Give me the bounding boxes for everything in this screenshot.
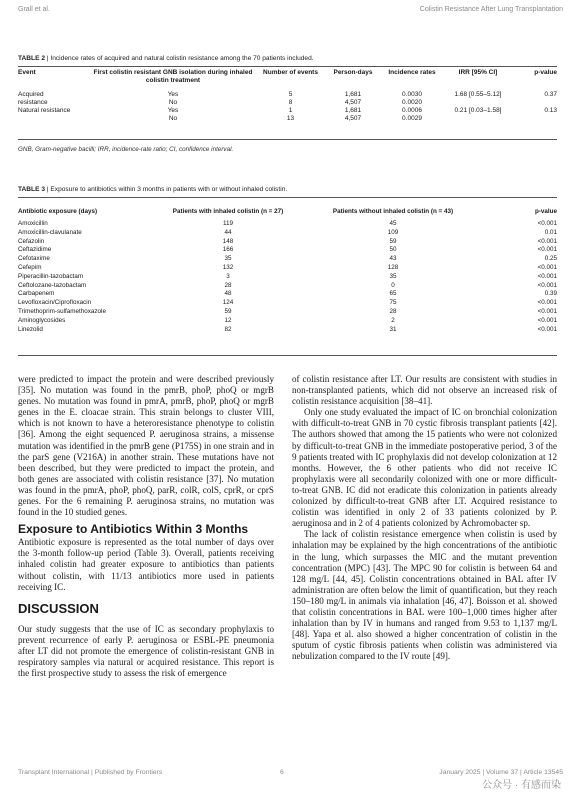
t3-cell: 0.39: [544, 290, 557, 298]
table2-caption-text: | Incidence rates of acquired and natural colistin resistance among the 70 patients included.: [46, 55, 314, 62]
t3-cell: <0.001: [537, 246, 557, 254]
t2-col-incidence: Incidence rates: [388, 69, 436, 76]
exposure-paragraph: Antibiotic exposure is represented as the total number of days over the 3-month follow-up period (Table 3). Overall, patients receiving inhaled colistin had greater exposure to antibiotics than patients without colistin, with 11/13 antibiotics more used in patients receiving IC.: [18, 537, 274, 592]
t3-cell: 75: [389, 299, 397, 307]
t2-cell: 0.21 [0.03–1.58]: [454, 107, 502, 114]
t3-cell: 82: [224, 325, 232, 333]
t3-row: [18, 229, 557, 238]
t3-cell: 35: [224, 255, 232, 263]
t2-cell: 0.0020: [402, 99, 422, 106]
t3-col-antibiotic: Antibiotic exposure (days): [18, 208, 98, 215]
table3-caption: [18, 186, 287, 193]
table3-caption-label: TABLE 3: [18, 186, 45, 193]
results-paragraph: were predicted to impact the protein and were described previously [35]. No mutation was found in the pmrB, phoP, phoQ or mgrB genes. No mutation was found in pmrA, pmrB, phoP, phoQ or mgrB genes in the E. cloacae strain. This strain belongs to cluster VIII, which is not known to have a heteroresistance phenotype to colistin [36]. Among the eight sequenced P. aeruginosa strains, a missense mutation was identified in the pmrB gene (P175S) in one strain and in the parS gene (V216A) in another strain. These mutations have not been described, but they were predicted to impact the protein, and both genes are associated with colistin resistance [37]. No mutation was found in the pmrA, phoP, phoQ, parR, colR, colS, cprR, or cprS genes. For the 6 remaining P. aeruginosa strains, no mutation was found in the 10 studied genes.: [18, 374, 274, 518]
t3-cell: Ceftolozane-tazobactam: [18, 281, 87, 289]
t3-row: [18, 290, 557, 299]
t3-cell: <0.001: [537, 299, 557, 307]
t3-col-pvalue: p-value: [534, 208, 557, 215]
t3-cell: 0: [391, 281, 395, 289]
t2-col-events: Number of events: [263, 69, 318, 76]
t3-cell: 48: [224, 290, 232, 298]
t3-row: [18, 282, 557, 291]
t2-cell: Natural resistance: [18, 107, 71, 114]
t3-cell: 166: [222, 246, 234, 254]
t2-col-event: Event: [18, 69, 36, 76]
t2-cell: [441, 115, 515, 123]
right-column: [292, 374, 557, 662]
t2-row: [18, 91, 557, 99]
t3-cell: 0.25: [544, 255, 557, 263]
t3-cell: <0.001: [537, 281, 557, 289]
t2-cell: 0.13: [544, 107, 557, 114]
t3-cell: Amoxicillin: [18, 220, 48, 227]
t2-cell: 0.37: [544, 91, 557, 98]
t3-cell: Cefazolin: [18, 237, 45, 245]
t2-col-person-days: Person-days: [333, 69, 373, 76]
t3-cell: 44: [224, 228, 232, 236]
t2-col-first-isolation: First colistin resistant GNB isolation during inhaled colistin treatment: [93, 69, 253, 84]
footer-issue: January 2025 | Volume 37 | Article 13545: [439, 769, 563, 776]
left-column: [18, 374, 274, 679]
t3-row: [18, 317, 557, 326]
t3-cell: Trimethoprim-sulfamethoxazole: [18, 307, 106, 315]
t2-cell: Yes: [167, 107, 179, 114]
t3-cell: 28: [389, 307, 397, 315]
t3-cell: 12: [224, 316, 232, 324]
t3-cell: 2: [391, 316, 395, 324]
t2-cell: 0.0030: [402, 91, 422, 98]
t3-cell: 132: [222, 263, 234, 271]
t2-cell: 4,507: [344, 115, 362, 122]
t3-cell: 128: [387, 263, 399, 271]
t2-cell: [441, 99, 515, 107]
t3-cell: 109: [387, 228, 399, 236]
t3-cell: Cefepim: [18, 263, 42, 271]
t3-cell: Carbapenem: [18, 290, 55, 298]
table2: [18, 69, 557, 123]
table2-caption: [18, 55, 314, 62]
t3-cell: 0.01: [544, 228, 557, 236]
t3-cell: <0.001: [537, 316, 557, 324]
t3-cell: 35: [389, 272, 397, 280]
t3-cell: Piperacillin-tazobactam: [18, 272, 84, 280]
t2-cell: [515, 115, 557, 123]
running-header: [18, 6, 563, 20]
t3-cell: <0.001: [537, 263, 557, 271]
t3-row: [18, 273, 557, 282]
table3-caption-text: | Exposure to antibiotics within 3 months in patients with or without inhaled colistin.: [46, 186, 288, 193]
t3-cell: 124: [222, 299, 234, 307]
t3-cell: 50: [389, 246, 397, 254]
t2-row: [18, 99, 557, 107]
section-heading-discussion: DISCUSSION: [18, 600, 99, 616]
t2-cell: No: [168, 99, 178, 106]
t3-cell: 43: [389, 255, 397, 263]
t2-cell: 1,681: [344, 91, 362, 98]
t3-cell: 119: [222, 220, 234, 227]
t3-col-without-ic: Patients without inhaled colistin (n = 43): [332, 208, 454, 215]
t3-cell: Amoxicillin-clavulanate: [18, 228, 82, 236]
t3-cell: Ceftazidime: [18, 246, 52, 254]
t2-cell: 5: [288, 91, 293, 98]
t3-cell: 3: [226, 272, 230, 280]
t3-row: [18, 299, 557, 308]
footer-page-number: 6: [280, 769, 284, 776]
t3-row: [18, 326, 557, 335]
concentration-paragraph: The lack of colistin resistance emergence when colistin is used by inhalation may be explained by the high concentrations of the antibiotic in the lung, which surpasses the MIC and the mutant prevention concentration (MPC) [43]. The MPC 90 for colistin is between 64 and 128 mg/L [44, 45]. Colistin concentrations obtained in BAL after IV administration are often below the limit of quantification, but they reach 150–180 mg/L in animals via inhalation [46, 47]. Boisson et al. showed that colistin concentrations in BAL were 100–1,000 times higher after inhalation than by IV in humans and ranged from 9.53 to 1,137 mg/L [48]. Yapa et al. also showed a higher concentration of colistin in the sputum of cystic fibrosis patients when colistin was administered via nebulization compared to the IV route [49].: [292, 529, 557, 662]
t2-cell: 13: [286, 115, 295, 122]
table3: [18, 204, 557, 334]
t2-cell: [515, 99, 557, 107]
t2-cell: [18, 115, 88, 123]
t3-row: [18, 264, 557, 273]
t2-cell: 1,681: [344, 107, 362, 114]
t3-col-with-ic: Patients with inhaled colistin (n = 27): [172, 208, 284, 215]
table3-top-rule: [18, 197, 557, 198]
t3-cell: <0.001: [537, 307, 557, 315]
table3-bottom-rule: [18, 355, 557, 356]
t2-cell: 1.68 [0.55–5.12]: [454, 91, 502, 98]
t2-cell: 1: [288, 107, 293, 114]
t2-cell: No: [168, 115, 178, 122]
t2-cell: 4,507: [344, 99, 362, 106]
t3-cell: 59: [224, 307, 232, 315]
header-title: Colistin Resistance After Lung Transplantation: [419, 6, 563, 13]
t3-row: [18, 255, 557, 264]
ic-colonization-paragraph: Only one study evaluated the impact of IC on bronchial colonization with difficult-to-treat GNB in 70 cystic fibrosis transplant patients [42]. The authors showed that among the 15 patients who were not colonized by difficult-to-treat GNB in the immediate postoperative period, 3 of the 9 patients treated with IC prophylaxis did not develop colonization at 12 months. However, the 6 other patients who did not receive IC prophylaxis were all secondarily colonized with one or more difficult-to-treat GNB. IC did not eradicate this colonization in patients already colonized by difficult-to-treat GNB after LT. Acquired resistance to colistin was identified in only 2 of 33 patients colonized by P. aeruginosa and in 2 of 4 patients colonized by Achromobacter sp.: [292, 407, 557, 529]
t3-cell: Aminoglycosides: [18, 316, 66, 324]
t2-row: [18, 107, 557, 115]
discussion-paragraph: Our study suggests that the use of IC as secondary prophylaxis to prevent recurrence of early P. aeruginosa or ESBL-PE pneumonia after LT did not promote the emergence of colistin-resistant GNB in respiratory samples via natural or acquired resistance. This report is the first prospective study to assess the risk of emergence: [18, 623, 274, 679]
t3-row: [18, 238, 557, 247]
wechat-watermark: 公众号 · 有感而染: [482, 780, 561, 791]
t3-row: [18, 220, 557, 229]
t3-cell: <0.001: [537, 325, 557, 333]
t2-cell: 8: [288, 99, 293, 106]
t3-cell: 59: [389, 237, 397, 245]
t3-cell: 31: [389, 325, 397, 333]
t2-cell: Acquired: [18, 91, 44, 98]
table2-footnote: GNB, Gram-negative bacilli; IRR, incidence-rate ratio; CI, confidence interval.: [18, 146, 234, 153]
header-authors: Grall et al.: [18, 6, 50, 13]
t3-cell: Linezolid: [18, 325, 43, 333]
t2-col-irr: IRR [95% CI]: [458, 69, 498, 76]
t2-cell: 0.0029: [402, 115, 422, 122]
footer-journal: Transplant International | Published by Frontiers: [18, 769, 163, 776]
t2-cell: Yes: [167, 91, 179, 98]
table2-bottom-rule: [18, 139, 557, 140]
t2-cell: resistance: [18, 99, 48, 106]
t3-cell: <0.001: [537, 272, 557, 280]
table2-top-rule: [18, 66, 557, 67]
t3-cell: 148: [222, 237, 234, 245]
t2-col-pvalue: p-value: [534, 69, 557, 76]
t2-row: [18, 115, 557, 123]
discussion-paragraph-continued: of colistin resistance after LT. Our results are consistent with studies in non-transplanted patients, which did not observe an increased risk of colistin resistance acquisition [38–41].: [292, 374, 557, 407]
t3-cell: 65: [389, 290, 397, 298]
t3-cell: Levofloxacin/Ciprofloxacin: [18, 299, 92, 307]
t3-row: [18, 246, 557, 255]
t3-row: [18, 308, 557, 317]
t3-cell: 28: [224, 281, 232, 289]
section-heading-exposure: Exposure to Antibiotics Within 3 Months: [18, 522, 249, 537]
t3-cell: Cefotaxime: [18, 255, 50, 263]
table2-caption-label: TABLE 2: [18, 55, 45, 62]
t3-cell: <0.001: [537, 237, 557, 245]
t3-cell: 45: [389, 220, 397, 227]
t3-cell: <0.001: [537, 220, 557, 227]
t2-cell: 0.0006: [402, 107, 422, 114]
